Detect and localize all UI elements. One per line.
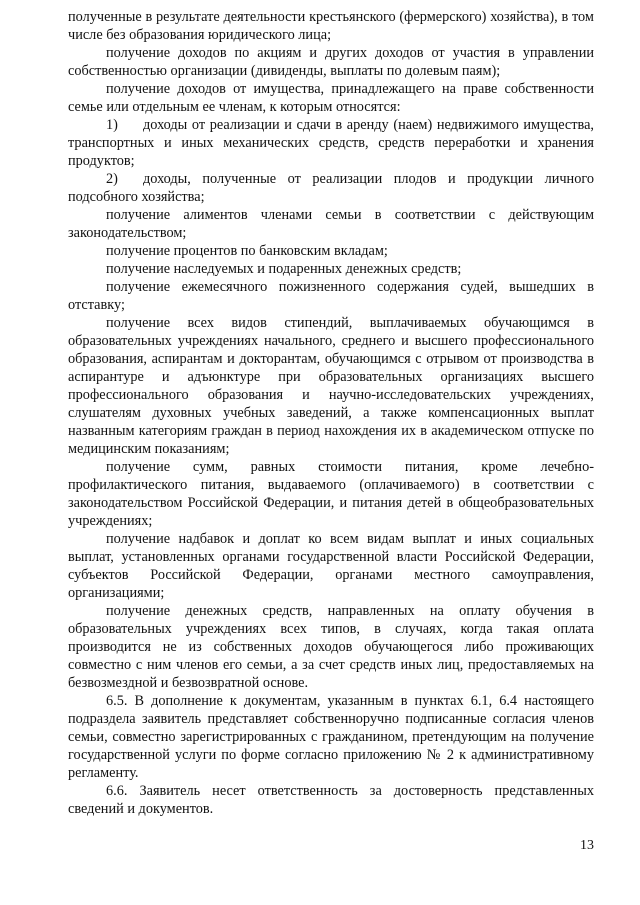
list-item-2-text: доходы, полученные от реализации плодов и продукции личного подсобного хозяйства; xyxy=(68,171,594,205)
paragraph-continuation: полученные в результате деятельности крестьянского (фермерского) хозяйства), в том числе без образования юридического лица; xyxy=(68,9,594,43)
paragraph-6-6: 6.6. Заявитель несет ответственность за достоверность представленных сведений и документов. xyxy=(68,783,594,817)
list-item-2 xyxy=(68,170,594,206)
paragraph-judges-allowance: получение ежемесячного пожизненного содержания судей, вышедших в отставку; xyxy=(68,279,594,313)
paragraph-stipends: получение всех видов стипендий, выплачиваемых обучающимся в образовательных учреждениях начального, среднего и высшего профессионального образования, аспирантам и докторантам, обучающимся с отрывом от производства в аспирантуре и адъюнктуре при образовательных организациях высшего профессионального образования и научно-исследовательских учреждениях, слушателям духовных учебных заведений, а также компенсационных выплат названным категориям граждан в период нахождения их в академическом отпуске по медицинским показаниям; xyxy=(68,315,594,457)
paragraph-allowances: получение надбавок и доплат ко всем видам выплат и иных социальных выплат, установленных органами государственной власти Российской Федерации, субъектов Российской Федерации, органами местного самоуправления, организациями; xyxy=(68,531,594,601)
paragraph-deposits: получение процентов по банковским вкладам; xyxy=(106,243,388,259)
paragraph-alimony: получение алиментов членами семьи в соответствии с действующим законодательством; xyxy=(68,207,594,241)
paragraph-inheritance: получение наследуемых и подаренных денежных средств; xyxy=(106,261,462,277)
list-marker-2: 2) xyxy=(106,171,118,187)
list-item-1-text: доходы от реализации и сдачи в аренду (наем) недвижимого имущества, транспортных и иных механических средств, средств переработки и хранения продуктов; xyxy=(68,117,594,169)
paragraph-6-5: 6.5. В дополнение к документам, указанным в пунктах 6.1, 6.4 настоящего подраздела заявитель представляет собственноручно подписанные согласия членов семьи, совместно зарегистрированных с гражданином, претендующим на получение государственной услуги по форме согласно приложению № 2 к административному регламенту. xyxy=(68,693,594,781)
list-marker-1: 1) xyxy=(106,117,118,133)
document-body xyxy=(68,8,594,818)
paragraph-nutrition: получение сумм, равных стоимости питания, кроме лечебно-профилактического питания, выдаваемого (оплачиваемого) в соответствии с законодательством Российской Федерации, и питания детей в общеобразовательных учреждениях; xyxy=(68,459,594,529)
page-number: 13 xyxy=(580,838,594,853)
paragraph-property-income: получение доходов от имущества, принадлежащего на праве собственности семье или отдельным ее членам, к которым относятся: xyxy=(68,81,594,115)
paragraph-dividends: получение доходов по акциям и других доходов от участия в управлении собственностью организации (дивиденды, выплаты по долевым паям); xyxy=(68,45,594,79)
list-item-1 xyxy=(68,116,594,170)
paragraph-education-funds: получение денежных средств, направленных на оплату обучения в образовательных учреждениях всех типов, в случаях, когда такая оплата производится не из собственных доходов обучающегося либо проживающих совместно с ним членов его семьи, а за счет средств иных лиц, предоставляемых на безвозмездной и безвозвратной основе. xyxy=(68,603,594,691)
